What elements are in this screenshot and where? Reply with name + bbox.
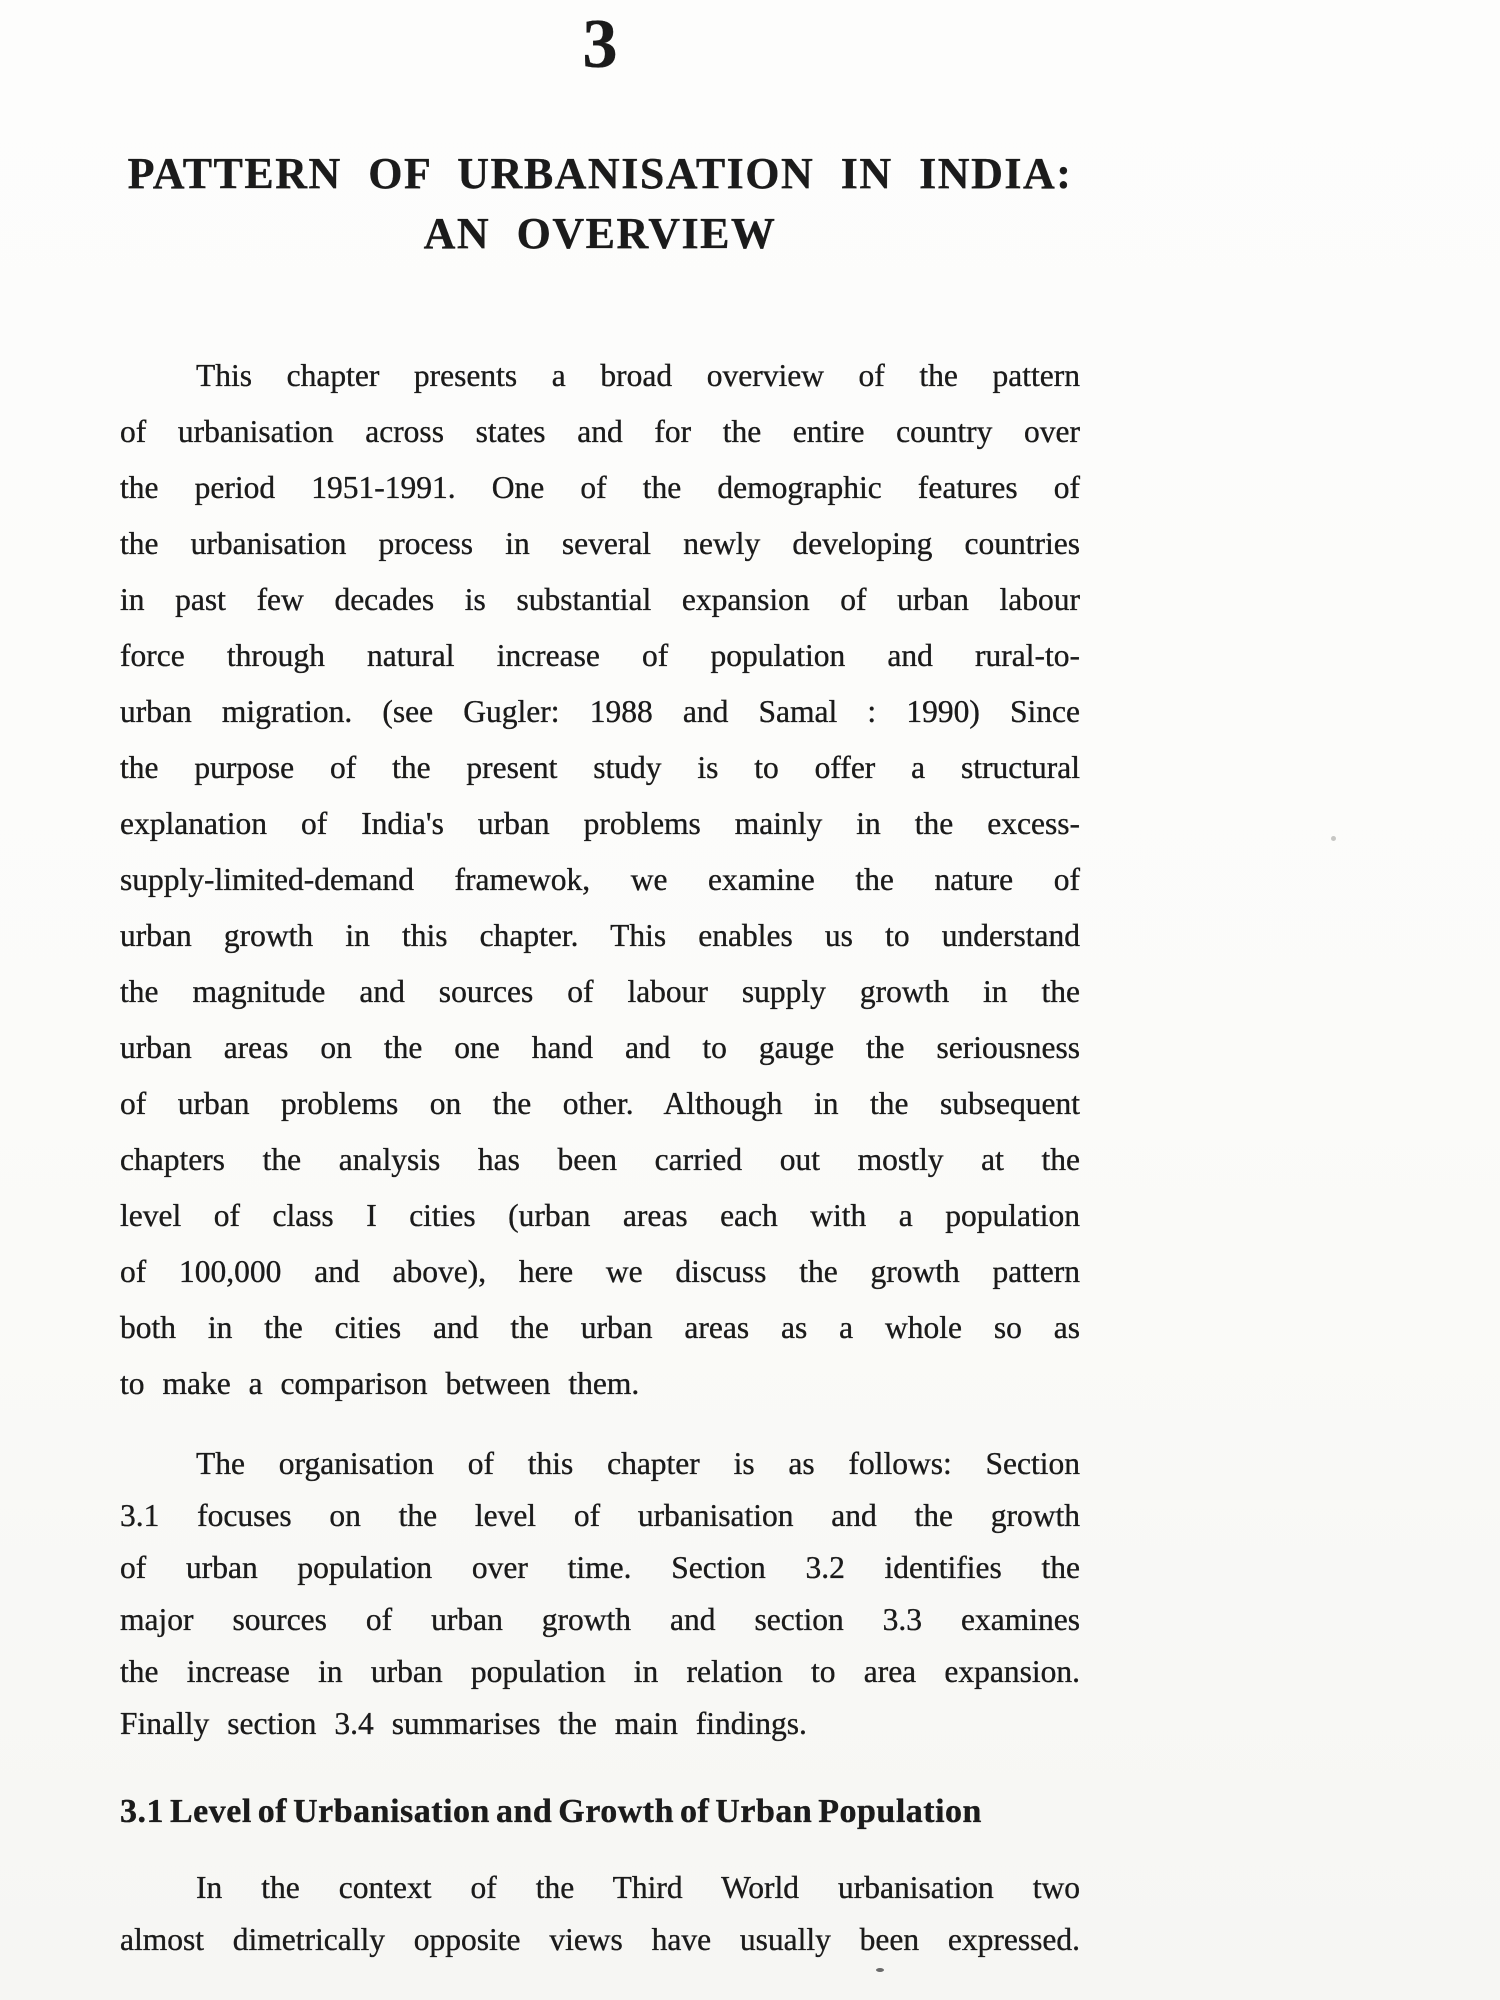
text-line: force through natural increase of population and rural-to-	[120, 638, 1080, 673]
text-line: almost dimetrically opposite views have usually been expressed.	[120, 1922, 1080, 1957]
text-line: the increase in urban population in relation to area expansion.	[120, 1654, 1080, 1689]
text-line: both in the cities and the urban areas as a whole so as	[120, 1310, 1080, 1345]
text-line: the urbanisation process in several newly developing countries	[120, 526, 1080, 561]
text-line: of urban population over time. Section 3.2 identifies the	[120, 1550, 1080, 1585]
text-line: level of class I cities (urban areas each with a population	[120, 1198, 1080, 1233]
paragraph-3	[120, 1862, 1080, 1966]
text-line: in past few decades is substantial expansion of urban labour	[120, 582, 1080, 617]
paragraph-1	[120, 348, 1080, 1412]
text-line: the purpose of the present study is to offer a structural	[120, 750, 1080, 785]
text-line: to make a comparison between them.	[120, 1366, 640, 1401]
text-line: The organisation of this chapter is as follows: Section	[196, 1446, 1080, 1481]
text-line: major sources of urban growth and section 3.3 examines	[120, 1602, 1080, 1637]
text-line: chapters the analysis has been carried out mostly at the	[120, 1142, 1080, 1177]
text-line: In the context of the Third World urbanisation two	[196, 1870, 1080, 1905]
chapter-title	[120, 144, 1080, 264]
chapter-title-line1: PATTERN OF URBANISATION IN INDIA:	[127, 149, 1073, 198]
scan-speck	[1331, 836, 1336, 841]
text-line: supply-limited-demand framewok, we examine the nature of	[120, 862, 1080, 897]
text-line: of urban problems on the other. Although in the subsequent	[120, 1086, 1080, 1121]
text-line: urban migration. (see Gugler: 1988 and Samal : 1990) Since	[120, 694, 1080, 729]
text-line: the period 1951-1991. One of the demographic features of	[120, 470, 1080, 505]
text-line: urban areas on the one hand and to gauge the seriousness	[120, 1030, 1080, 1065]
section-heading: 3.1 Level of Urbanisation and Growth of Urban Population	[120, 1793, 982, 1830]
text-line: the magnitude and sources of labour supply growth in the	[120, 974, 1080, 1009]
text-line: of urbanisation across states and for the entire country over	[120, 414, 1080, 449]
text-line: 3.1 focuses on the level of urbanisation and the growth	[120, 1498, 1080, 1533]
text-line: explanation of India's urban problems mainly in the excess-	[120, 806, 1080, 841]
text-block	[120, 0, 1080, 1966]
text-line: This chapter presents a broad overview of the pattern	[196, 358, 1080, 393]
text-line: Finally section 3.4 summarises the main findings.	[120, 1706, 807, 1741]
text-line: of 100,000 and above), here we discuss the growth pattern	[120, 1254, 1080, 1289]
paragraph-2	[120, 1438, 1080, 1750]
chapter-title-line2: AN OVERVIEW	[423, 209, 777, 258]
text-line: urban growth in this chapter. This enables us to understand	[120, 918, 1080, 953]
chapter-number: 3	[582, 6, 618, 83]
scan-speck	[876, 1968, 884, 1972]
